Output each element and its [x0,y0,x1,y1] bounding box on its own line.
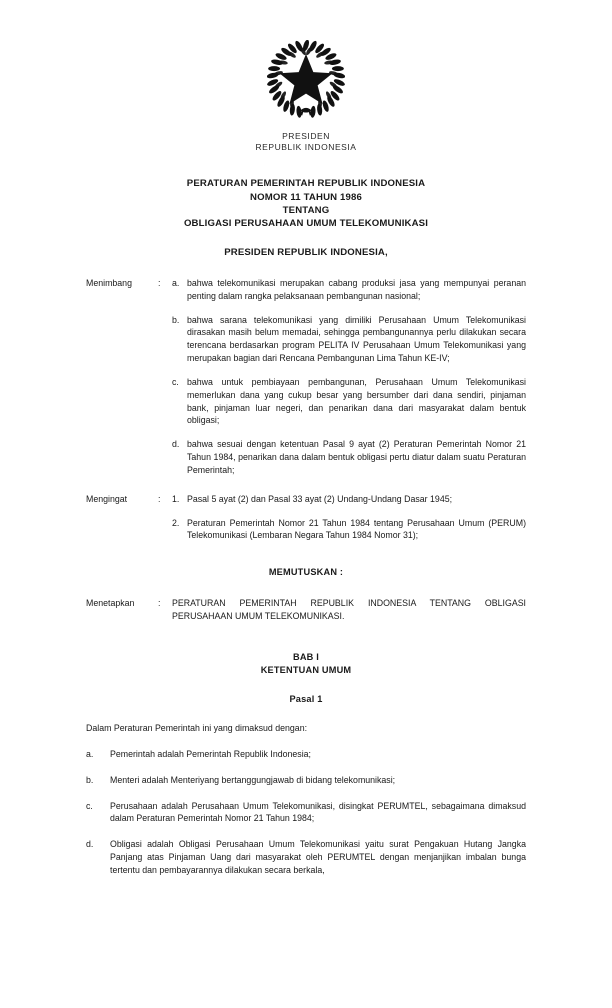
definition-text: Obligasi adalah Obligasi Perusahaan Umum Telekomunikasi yaitu surat Pengakuan Hutang Jangka Panjang atas Pinjaman Uang dari masyarakat oleh PERUMTEL dengan menjanjikan imbalan bunga tertentu dan pembayarannya dilakukan secara berkala, [110,839,526,875]
mengingat-label: Mengingat [86,493,128,504]
menimbang-item [172,277,526,303]
menimbang-item [172,314,526,365]
menimbang-item [172,438,526,476]
title-line-2: NOMOR 11 TAHUN 1986 [250,191,362,203]
title-line-1: PERATURAN PEMERINTAH REPUBLIK INDONESIA [186,178,426,190]
article-heading: Pasal 1 [289,694,323,705]
presidential-seal-icon [267,40,345,118]
mengingat-clause [86,493,526,542]
mengingat-item [172,493,526,506]
menetapkan-colon: : [158,598,161,609]
definition-item [86,838,526,876]
menimbang-label: Menimbang [86,278,132,288]
item-text: bahwa sesuai dengan ketentuan Pasal 9 ayat (2) Peraturan Pemerintah Nomor 21 Tahun 1984, penarikan dana dalam bentuk obligasi pertu diatur dalam suatu Peraturan Pemerintah; [187,439,526,475]
definition-marker: b. [86,774,94,785]
emblem-caption-line-1: PRESIDEN [282,131,330,141]
menetapkan-label: Menetapkan [86,598,135,609]
item-marker: a. [172,278,180,288]
definition-text: Pemerintah adalah Pemerintah Republik Indonesia; [110,748,311,759]
chapter-number: BAB I [292,651,319,662]
menetapkan-clause [86,597,526,623]
menimbang-items [172,277,526,477]
definition-text: Menteri adalah Menteriyang bertanggungjawab di bidang telekomunikasi; [110,774,396,785]
item-marker: 1. [172,493,180,504]
menimbang-item [172,376,526,427]
title-line-4: OBLIGASI PERUSAHAAN UMUM TELEKOMUNIKASI [183,217,429,229]
item-text: Peraturan Pemerintah Nomor 21 Tahun 1984 tentang Perusahaan Umum (PERUM) Telekomunikasi (Lembaran Negara Tahun 1984 Nomor 31); [187,517,526,541]
menimbang-colon: : [158,278,161,288]
item-text: Pasal 5 ayat (2) dan Pasal 33 ayat (2) Undang-Undang Dasar 1945; [187,493,453,504]
mengingat-items [172,493,526,542]
mengingat-item [172,517,526,543]
mengingat-colon: : [158,493,161,504]
chapter-title: KETENTUAN UMUM [260,664,352,675]
definition-marker: d. [86,839,94,850]
definition-text: Perusahaan adalah Perusahaan Umum Telekomunikasi, disingkat PERUMTEL, sebagaimana dimaksud dalam Peraturan Pemerintah Nomor 21 Tahun 1984; [110,800,526,824]
definition-marker: a. [86,748,94,759]
item-marker: b. [172,314,180,325]
definition-item [86,800,526,826]
item-marker: c. [172,376,179,387]
title-line-3: TENTANG [282,204,330,216]
definition-item [86,774,526,787]
emblem-block [86,0,526,153]
definition-item [86,748,526,761]
issuing-authority: PRESIDEN REPUBLIK INDONESIA, [224,247,388,258]
item-marker: 2. [172,517,180,528]
emblem-caption [86,131,526,153]
item-text: bahwa untuk pembiayaan pembangunan, Perusahaan Umum Telekomunikasi memerlukan dana yang cukup besar yang bersumber dari dana sendiri, pinjaman bank, pinjaman luar negeri, dan penarikan dana dari masyarakat dalam bentuk obligasi; [187,376,526,426]
definitions-intro: Dalam Peraturan Pemerintah ini yang dimaksud dengan: [86,723,308,734]
document-title [86,177,526,230]
menetapkan-text: PERATURAN PEMERINTAH REPUBLIK INDONESIA TENTANG OBLIGASI PERUSAHAAN UMUM TELEKOMUNIKASI. [172,598,526,622]
chapter-heading [86,651,526,677]
item-text: bahwa telekomunikasi merupakan cabang produksi jasa yang mempunyai peranan penting dalam rangka pelaksanaan pembangunan nasional; [187,278,526,301]
definition-marker: c. [86,800,93,811]
item-text: bahwa sarana telekomunikasi yang dimiliki Perusahaan Umum Telekomunikasi dirasakan masih belum memadai, sehingga pembangunannya perlu dilakukan secara terencana berdasarkan program PELITA IV Perusahaan Umum Telekomunikasi yang merupakan bagian dari Rencana Pembangunan Lima Tahun KE-IV; [187,314,526,364]
emblem-caption-line-2: REPUBLIK INDONESIA [255,142,357,153]
menimbang-clause [86,277,526,477]
memutuskan-heading: MEMUTUSKAN : [268,567,344,578]
definitions-list [86,748,526,877]
document-content [86,0,526,877]
item-marker: d. [172,439,180,450]
